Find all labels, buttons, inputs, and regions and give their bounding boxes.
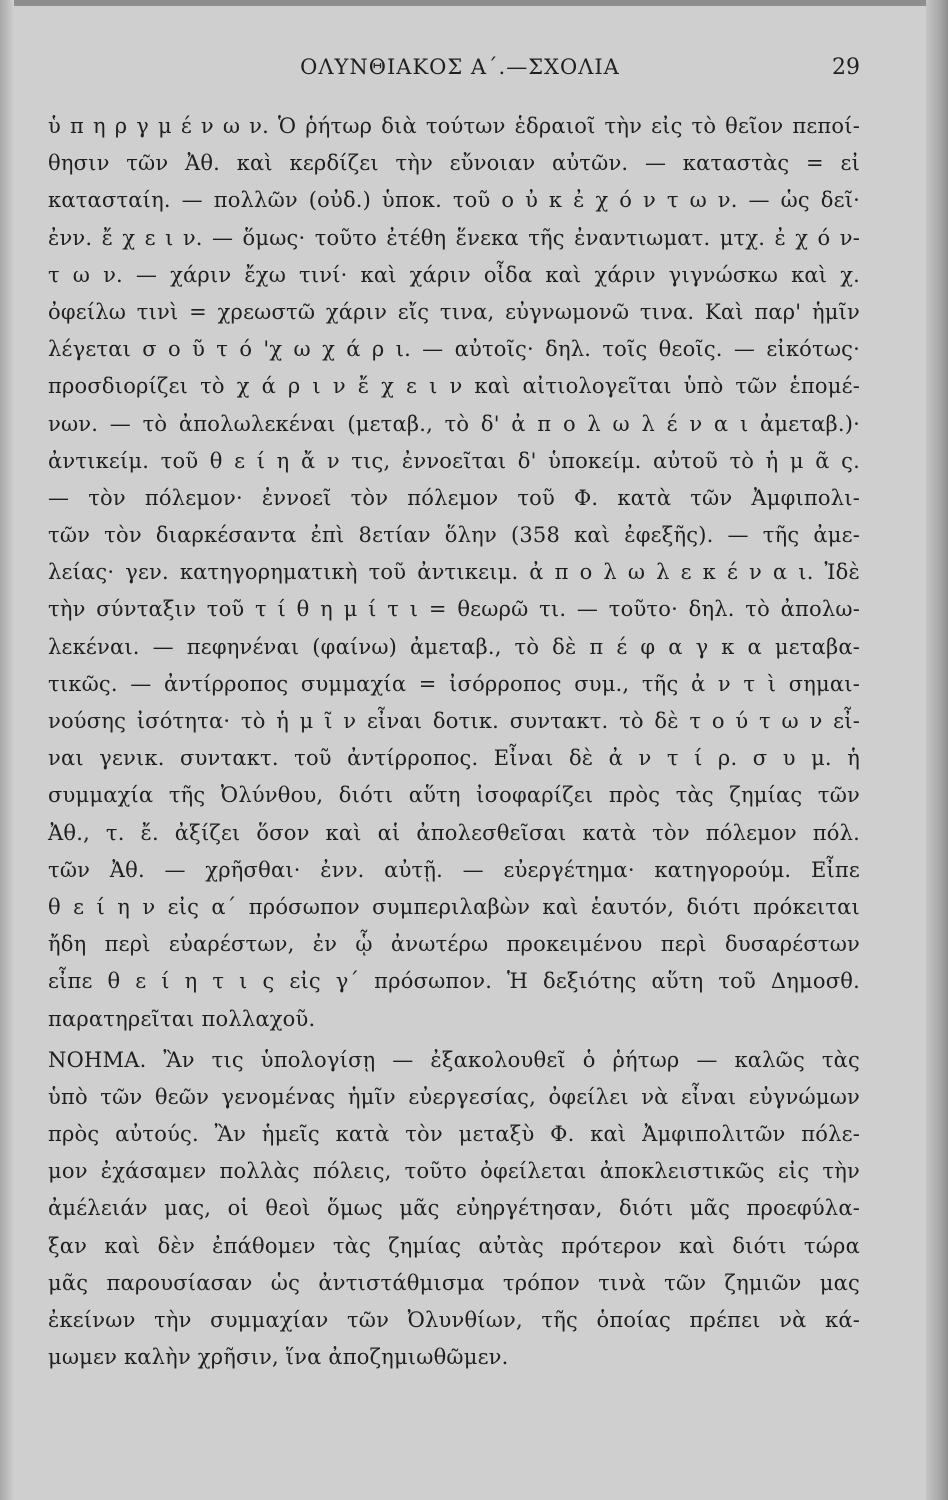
running-header (60, 55, 860, 91)
noema-paragraph (48, 1042, 860, 1377)
page-right-edge (926, 0, 948, 1500)
page-left-edge (0, 0, 14, 1500)
scholia-paragraph (48, 108, 860, 1038)
text-line: θ ε ί η ν εἰς α΄ πρόσωπον συμπεριλαβὼν καὶ ἑαυτόν, διότι πρόκειται (48, 894, 860, 919)
text-line: ἀντικείμ. τοῦ θ ε ί η ἄ ν τις, ἐννοεῖται δ' ὑποκείμ. αὐτοῦ τὸ ἡ μ ᾶ ς. (48, 448, 860, 473)
text-line: ΝΟΗΜΑ. Ἂν τις ὑπολογίσῃ — ἐξακολουθεῖ ὁ ῥήτωρ — καλῶς τὰς (48, 1047, 860, 1072)
text-line: λείας· γεν. κατηγορηματικὴ τοῦ ἀντικειμ. ἀ π ο λ ω λ ε κ έ ν α ι. Ἰδὲ (48, 560, 860, 585)
text-line: νων. — τὸ ἀπολωλεκέναι (μεταβ., τὸ δ' ἀ π ο λ ω λ έ ν α ι ἀμεταβ.)· (48, 411, 860, 436)
text-line: τῶν τὸν διαρκέσαντα ἐπὶ 8ετίαν ὅλην (358 καὶ ἐφεξῆς). — τῆς ἀμε- (48, 523, 860, 548)
text-line: θησιν τῶν Ἀθ. καὶ κερδίζει τὴν εὔνοιαν αὐτῶν. — καταστὰς = εἰ (48, 151, 860, 176)
text-line: παρατηρεῖται πολλαχοῦ. (48, 1006, 316, 1031)
page-number: 29 (832, 55, 860, 80)
text-line: συμμαχία τῆς Ὀλύνθου, διότι αὕτη ἰσοφαρίζει πρὸς τὰς ζημίας τῶν (48, 783, 860, 808)
text-line: Ἀθ., τ. ἔ. ἀξίζει ὅσον καὶ αἱ ἀπολεσθεῖσαι κατὰ τὸν πόλεμον πόλ. (48, 820, 860, 845)
text-line: τῶν Ἀθ. — χρῆσθαι· ἐνν. αὐτῇ. — εὐεργέτημα· κατηγορούμ. Εἶπε (48, 857, 860, 882)
text-line: μωμεν καλὴν χρῆσιν, ἵνα ἀποζημιωθῶμεν. (48, 1345, 509, 1370)
text-line: εἶπε θ ε ί η τ ι ς εἰς γ΄ πρόσωπον. Ἡ δεξιότης αὕτη τοῦ Δημοσθ. (48, 969, 860, 994)
text-line: τ ω ν. — χάριν ἔχω τινί· καὶ χάριν οἶδα καὶ χάριν γιγνώσκω καὶ χ. (48, 262, 860, 287)
text-line: τικῶς. — ἀντίρροπος συμμαχία = ἰσόρροπος συμ., τῆς ἀ ν τ ὶ σημαι- (48, 671, 860, 696)
page-body (48, 108, 860, 1376)
text-line: ἀμέλειάν μας, οἱ θεοὶ ὅμως μᾶς εὐηργέτησαν, διότι μᾶς προεφύλα- (48, 1196, 860, 1221)
text-line: πρὸς αὐτούς. Ἂν ἡμεῖς κατὰ τὸν μεταξὺ Φ. καὶ Ἀμφιπολιτῶν πόλε- (48, 1122, 860, 1147)
text-line: ναι γενικ. συντακτ. τοῦ ἀντίρροπος. Εἶναι δὲ ἀ ν τ ί ρ. σ υ μ. ἡ (48, 746, 860, 771)
text-line: — τὸν πόλεμον· ἐννοεῖ τὸν πόλεμον τοῦ Φ. κατὰ τῶν Ἀμφιπολι- (48, 485, 860, 510)
text-line: ἐνν. ἔ χ ε ι ν. — ὅμως· τοῦτο ἐτέθη ἕνεκα τῆς ἐναντιωματ. μτχ. ἐ χ ό ν- (48, 225, 860, 250)
text-line: τὴν σύνταξιν τοῦ τ ί θ η μ ί τ ι = θεωρῶ τι. — τοῦτο· δηλ. τὸ ἀπολω- (48, 597, 860, 622)
text-line: προσδιορίζει τὸ χ ά ρ ι ν ἔ χ ε ι ν καὶ αἰτιολογεῖται ὑπὸ τῶν ἑπομέ- (48, 374, 860, 399)
text-line: ὑ π η ρ γ μ έ ν ω ν. Ὁ ῥήτωρ διὰ τούτων ἑδραιοῖ τὴν εἰς τὸ θεῖον πεποί- (48, 114, 860, 138)
page-top-edge (0, 0, 948, 6)
text-line: ὀφείλω τινὶ = χρεωστῶ χάριν εἴς τινα, εὐγνωμονῶ τινα. Καὶ παρ' ἡμῖν (48, 299, 860, 324)
running-title: ΟΛΥΝΘΙΑΚΟΣ Α΄.—ΣΧΟΛΙΑ (300, 55, 620, 79)
text-line: λεκέναι. — πεφηνέναι (φαίνω) ἀμεταβ., τὸ δὲ π έ φ α γ κ α μεταβα- (48, 634, 860, 659)
text-line: ἤδη περὶ εὐαρέστων, ἐν ᾧ ἀνωτέρω προκειμένου περὶ δυσαρέστων (48, 932, 860, 957)
text-line: ἐκείνων τὴν συμμαχίαν τῶν Ὀλυνθίων, τῆς ὁποίας πρέπει νὰ κά- (48, 1308, 860, 1332)
text-line: κατασταίη. — πολλῶν (οὐδ.) ὑποκ. τοῦ ο ὐ κ ἐ χ ό ν τ ω ν. — ὡς δεῖ· (48, 188, 860, 213)
text-line: νούσης ἰσότητα· τὸ ἡ μ ῖ ν εἶναι δοτικ. συντακτ. τὸ δὲ τ ο ύ τ ω ν εἶ- (48, 709, 860, 733)
text-line: ξαν καὶ δὲν ἐπάθομεν τὰς ζημίας αὐτὰς πρότερον καὶ διότι τώρα (48, 1233, 860, 1258)
text-line: μον ἐχάσαμεν πολλὰς πόλεις, τοῦτο ὀφείλεται ἀποκλειστικῶς εἰς τὴν (48, 1159, 860, 1184)
text-line: ὑπὸ τῶν θεῶν γενομένας ἡμῖν εὐεργεσίας, ὀφείλει νὰ εἶναι εὐγνώμων (48, 1084, 860, 1109)
text-line: μᾶς παρουσίασαν ὡς ἀντιστάθμισμα τρόπον τινὰ τῶν ζημιῶν μας (48, 1270, 860, 1295)
text-line: λέγεται σ ο ῦ τ ό 'χ ω χ ά ρ ι. — αὐτοῖς· δηλ. τοῖς θεοῖς. — εἰκότως· (48, 337, 860, 362)
